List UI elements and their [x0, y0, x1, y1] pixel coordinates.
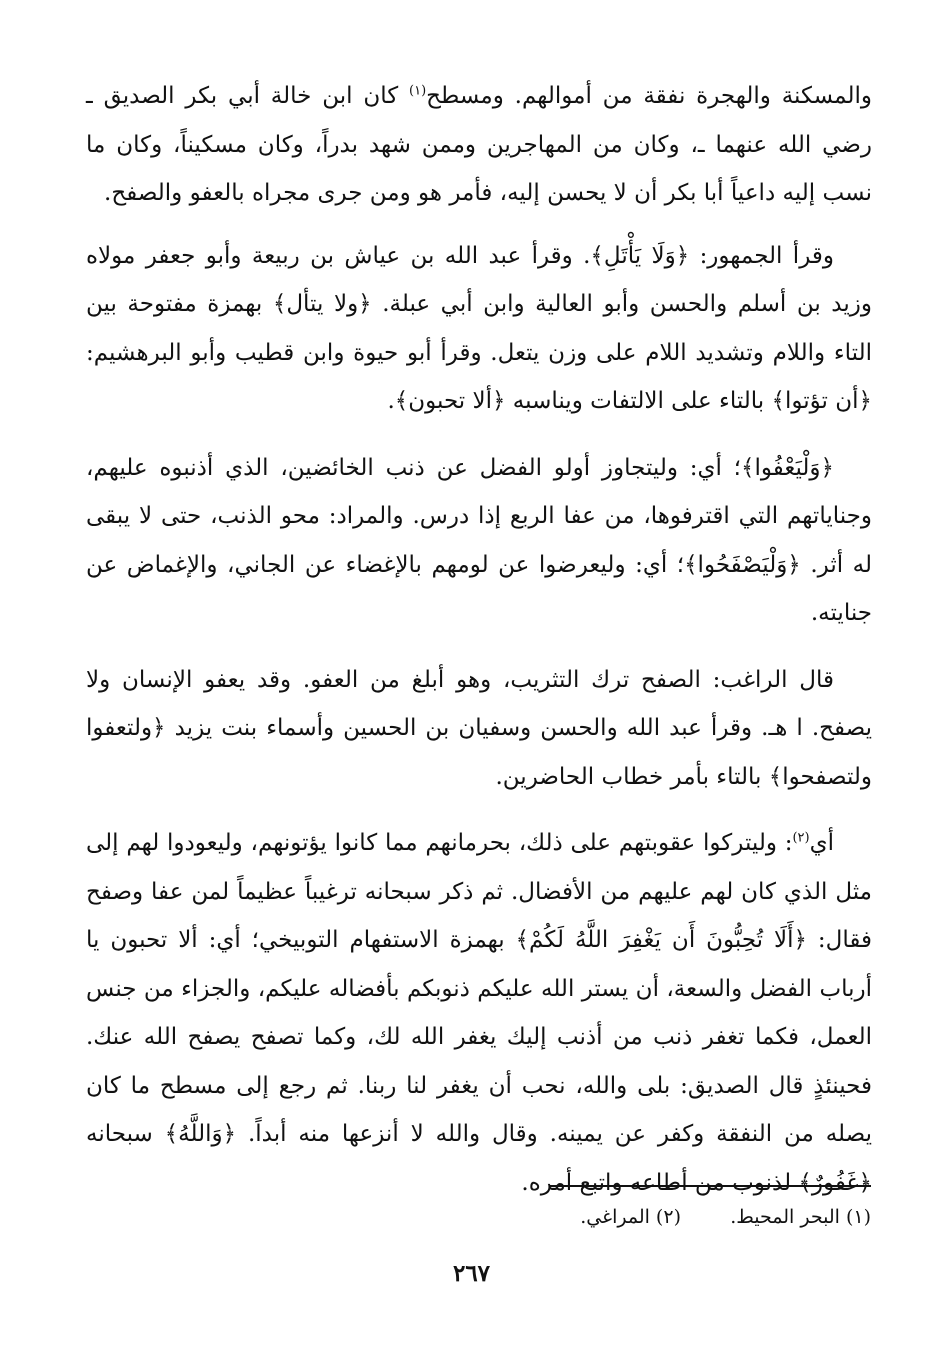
paragraph-5	[86, 819, 872, 1207]
footnote-ref-1: (١)	[409, 83, 427, 99]
paragraph-1	[86, 72, 872, 218]
paragraph-1-rest: كان ابن خالة أبي بكر الصديق ـ رضي الله عنهما ـ، وكان من المهاجرين وممن شهد بدراً، وكان مسكيناً، وكان ما نسب إليه داعياً أبا بكر أن لا يحسن إليه، فأمر هو ومن جرى مجراه بالعفو والصفح.	[86, 83, 872, 206]
page-body	[86, 72, 872, 1225]
footnote-ref-2: (٢)	[792, 830, 810, 846]
footnotes	[451, 1203, 871, 1231]
page-number: ٢٦٧	[452, 1260, 491, 1287]
footnote-1: (١) البحر المحيط.	[730, 1206, 871, 1228]
paragraph-5-rest: : وليتركوا عقوبتهم على ذلك، بحرمانهم مما كانوا يؤتونهم، وليعودوا لهم إلى مثل الذي كان لهم عليهم من الأفضال. ثم ذكر سبحانه ترغيباً عظيماً لمن عفا وصفح فقال: ﴿أَلَا تُحِبُّونَ أَن يَغْفِرَ اللَّهُ لَكُمْ﴾ بهمزة الاستفهام التوبيخي؛ أي: ألا تحبون يا أرباب الفضل والسعة، أن يستر الله عليكم ذنوبكم بأفضاله عليكم، والجزاء من جنس العمل، فكما تغفر ذنب من أذنب إليك يغفر الله لك، وكما تصفح يصفح الله عنك. فحينئذٍ قال الصديق: بلى والله، نحب أن يغفر لنا ربنا. ثم رجع إلى مسطح ما كان يصله من النفقة وكفر عن يمينه. وقال والله لا أنزعها منه أبداً. ﴿وَاللَّهُ﴾ سبحانه ﴿غَفُورٌ﴾ لذنوب من أطاعه واتبع أمره.	[86, 830, 872, 1196]
paragraph-2: وقرأ الجمهور: ﴿وَلَا يَأْتَلِ﴾. وقرأ عبد الله بن عياش بن ربيعة وأبو جعفر مولاه وزيد بن أسلم والحسن وأبو العالية وابن أبي عبلة. ﴿ولا يتأل﴾ بهمزة مفتوحة بين التاء واللام وتشديد اللام على وزن يتعل. وقرأ أبو حيوة وابن قطيب وأبو البرهشيم: ﴿أن تؤتوا﴾ بالتاء على الالتفات ويناسبه ﴿ألا تحبون﴾.	[86, 242, 872, 414]
paragraph-3: ﴿وَلْيَعْفُوا﴾؛ أي: وليتجاوز أولو الفضل عن ذنب الخائضين، الذي أذنبوه عليهم، وجناياتهم التي اقترفوها، من عفا الربع إذا درس. والمراد: محو الذنب، حتى لا يبقى له أثر. ﴿وَلْيَصْفَحُوا﴾؛ أي: وليعرضوا عن لومهم بالإغضاء عن الجاني، والإغماض عن جنايته.	[86, 454, 872, 626]
footnote-2: (٢) المراغي.	[580, 1206, 681, 1228]
paragraph-5-start: أي	[809, 830, 834, 856]
paragraph-4: قال الراغب: الصفح ترك التثريب، وهو أبلغ من العفو. وقد يعفو الإنسان ولا يصفح. ا هـ. وقرأ عبد الله والحسن وسفيان بن الحسين وأسماء بنت يزيد ﴿ولتعفوا ولتصفحوا﴾ بالتاء بأمر خطاب الحاضرين.	[86, 666, 872, 790]
paragraph-1-start: والمسكنة والهجرة نفقة من أموالهم. ومسطح	[426, 83, 872, 109]
footnote-divider	[549, 1185, 871, 1187]
